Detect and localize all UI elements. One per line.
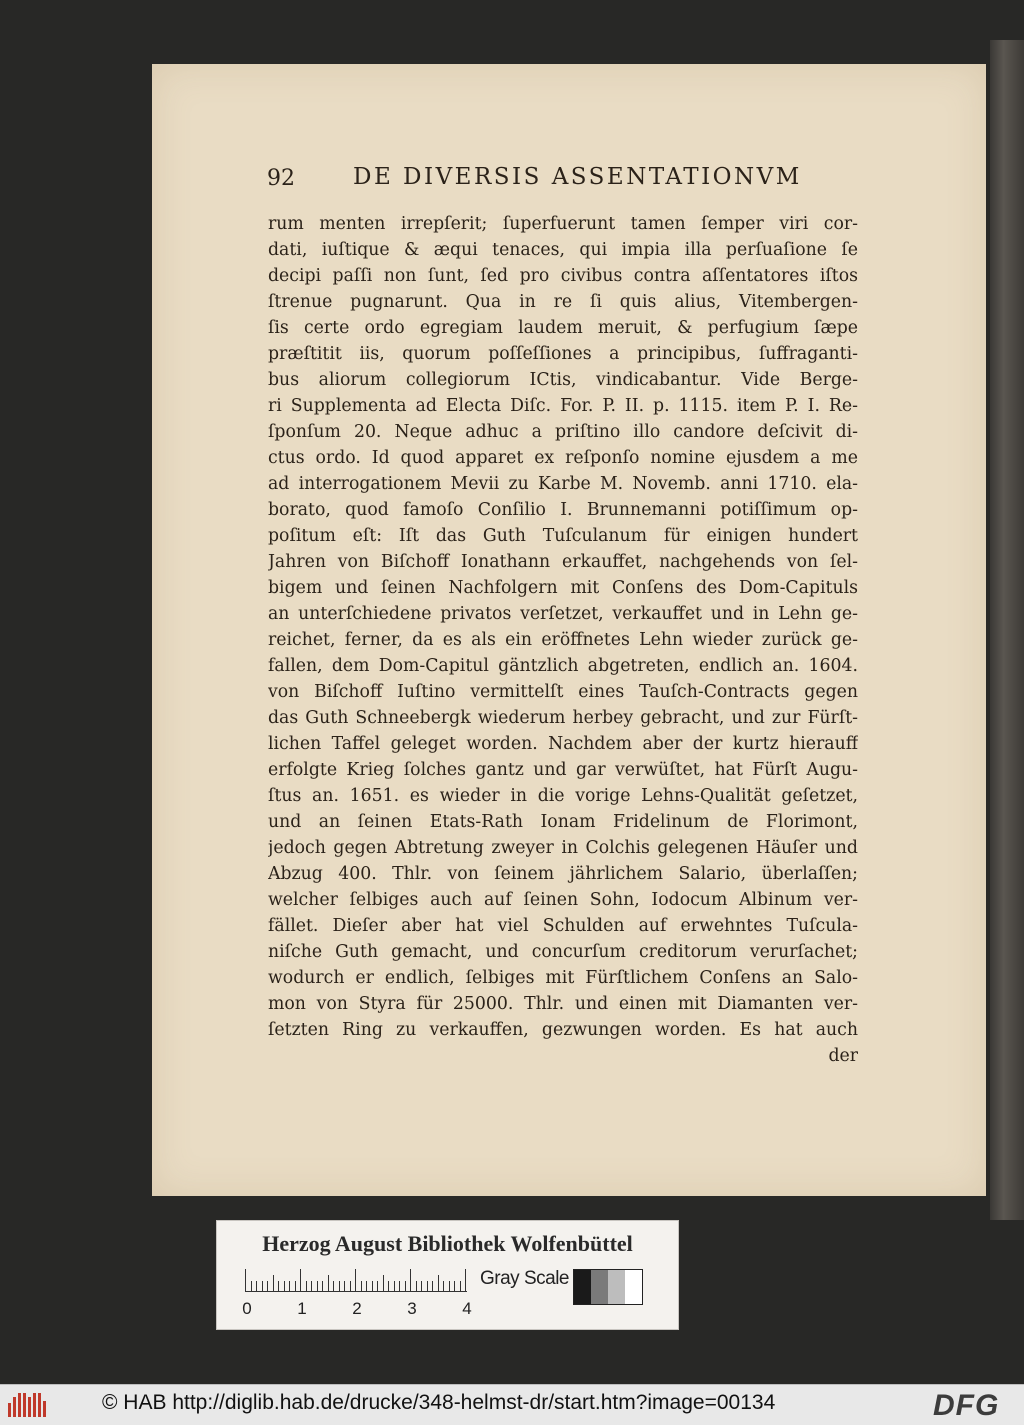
gray-swatch [591,1270,608,1304]
ruler-tick [416,1281,417,1291]
copyright-link[interactable]: © HAB http://diglib.hab.de/drucke/348-helmst-dr/start.htm?image=00134 [102,1391,776,1414]
ruler-tick [322,1281,323,1291]
ruler-number: 2 [352,1299,362,1318]
ruler-tick [306,1281,307,1291]
ruler-number: 1 [297,1299,307,1318]
page-body-text [268,211,858,1069]
logo-bar [13,1397,16,1417]
ruler-tick [421,1281,422,1291]
gray-swatch [608,1270,625,1304]
text-line: ri Supplementa ad Electa Diſc. For. P. II. p. 1115. item P. I. Re- [268,396,858,416]
ruler-tick [311,1281,312,1291]
ruler-tick [251,1281,252,1291]
ruler-number: 4 [462,1299,472,1318]
ruler-tick [344,1281,345,1291]
text-line: rum menten irrepſerit; ſuperfuerunt tamen ſemper viri cor- [268,214,858,234]
ruler-tick [328,1275,329,1291]
text-line: und an ſeinen Etats-Rath Ionam Fridelinum de Florimont, [268,812,858,832]
library-name: Herzog August Bibliothek Wolfenbüttel [262,1231,633,1256]
ruler-tick [256,1281,257,1291]
text-line: ſis certe ordo egregiam laudem meruit, & perfugium ſæpe [268,318,858,338]
ruler-numbers [239,1299,499,1319]
ruler-tick [366,1281,367,1291]
ruler-tick [410,1269,411,1291]
gray-scale-swatches [573,1269,643,1305]
ruler-tick [383,1275,384,1291]
dfg-logo[interactable]: DFG [933,1389,1000,1422]
ruler-tick [432,1281,433,1291]
ruler-tick [377,1281,378,1291]
ruler-tick [454,1281,455,1291]
text-line: Abzug 400. Thlr. von ſeinem jährlichem Salario, überlaſſen; [268,864,858,884]
running-head [267,162,807,198]
text-line: ſtrenue pugnarunt. Qua in re ſi quis alius, Vitembergen- [268,292,858,312]
ruler-number: 3 [407,1299,417,1318]
text-line: ad interrogationem Mevii zu Karbe M. Novemb. anni 1710. ela- [268,474,858,494]
gray-swatch [625,1270,642,1304]
logo-bar [28,1397,31,1417]
text-line: bigem und ſeinen Nachfolgern mit Conſens des Dom-Capituls [268,578,858,598]
ruler-tick [267,1281,268,1291]
ruler-tick [350,1281,351,1291]
viewer-footer [0,1384,1024,1425]
text-line: ſponſum 20. Neque adhuc a priſtino illo candore deſcivit di- [268,422,858,442]
text-line: der [828,1046,858,1066]
ruler-tick [394,1281,395,1291]
ruler-tick [245,1269,246,1291]
text-line: welcher ſelbiges auch auf ſeinen Sohn, Iodocum Albinum ver- [268,890,858,910]
hab-logo-icon[interactable] [8,1393,46,1417]
gray-swatch [574,1270,591,1304]
book-edge [990,40,1024,1220]
text-line: niſche Guth gemacht, und concurſum creditorum verurſachet; [268,942,858,962]
ruler-number: 0 [242,1299,252,1318]
text-line: lichen Taffel geleget worden. Nachdem aber der kurtz hierauff [268,734,858,754]
ruler-tick [460,1281,461,1291]
text-line: fallen, dem Dom-Capitul gäntzlich abgetreten, endlich an. 1604. [268,656,858,676]
text-line: erfolgte Krieg ſolches gantz und gar verwüſtet, hat Fürſt Augu- [268,760,858,780]
ruler-tick [399,1281,400,1291]
text-line: das Guth Schneebergk wiederum herbey gebracht, und zur Fürſt- [268,708,858,728]
text-line: borato, quod famoſo Conſilio I. Brunnemanni potiſſimum op- [268,500,858,520]
ruler-tick [355,1269,356,1291]
text-line: reichet, ferner, da es als ein eröffnetes Lehn wieder zurück ge- [268,630,858,650]
ruler-tick [465,1269,466,1291]
ruler-tick [427,1281,428,1291]
text-line: von Biſchoff Iuſtino vermittelſt eines Tauſch-Contracts gegen [268,682,858,702]
text-line: mon von Styra für 25000. Thlr. und einen mit Diamanten ver- [268,994,858,1014]
ruler-tick [317,1281,318,1291]
ruler-tick [372,1281,373,1291]
ruler-tick [443,1281,444,1291]
logo-bar [8,1403,11,1417]
logo-bar [18,1393,21,1417]
ruler-tick [273,1275,274,1291]
logo-bar [43,1401,46,1417]
library-color-plate [216,1220,679,1330]
text-line: poſitum eſt: Iſt das Guth Tuſculanum für einigen hundert [268,526,858,546]
ruler-tick [361,1281,362,1291]
scale-ruler [245,1269,467,1292]
ruler-tick [295,1281,296,1291]
ruler-tick [438,1275,439,1291]
ruler-tick [278,1281,279,1291]
ruler-tick [300,1269,301,1291]
text-line: jedoch gegen Abtretung zweyer in Colchis gelegenen Häuſer und [268,838,858,858]
text-line: ctus ordo. Id quod apparet ex reſponſo nomine ejusdem a me [268,448,858,468]
text-line: dati, iuſtique & æqui tenaces, qui impia illa perſuaſione ſe [268,240,858,260]
ruler-tick [284,1281,285,1291]
logo-bar [23,1393,26,1417]
text-line: præſtitit iis, quorum poſſeſſiones a principibus, ſuffraganti- [268,344,858,364]
text-line: ſetzten Ring zu verkauffen, gezwungen worden. Es hat auch [268,1020,858,1040]
gray-scale-label: Gray Scale [480,1268,569,1289]
logo-bar [33,1393,36,1417]
text-line: wodurch er endlich, ſelbiges mit Fürſtlichem Conſens an Salo- [268,968,858,988]
running-title: DE DIVERSIS ASSENTATIONVM [353,164,802,190]
text-line: fället. Dieſer aber hat viel Schulden auf erwehntes Tuſcula- [268,916,858,936]
text-line: decipi paſſi non ſunt, ſed pro civibus contra aſſentatores iſtos [268,266,858,286]
text-line: Jahren von Biſchoff Ionathann erkauffet, nachgehends von ſel- [268,552,858,572]
ruler-tick [449,1281,450,1291]
text-line: bus aliorum collegiorum ICtis, vindicabantur. Vide Berge- [268,370,858,390]
ruler-tick [388,1281,389,1291]
ruler-tick [262,1281,263,1291]
ruler-tick [339,1281,340,1291]
ruler-tick [289,1281,290,1291]
text-line: ſtus an. 1651. es wieder in die vorige Lehns-Qualität geſetzet, [268,786,858,806]
ruler-tick [333,1281,334,1291]
text-line: an unterſchiedene privatos verſetzet, verkauffet und in Lehn ge- [268,604,858,624]
ruler-tick [405,1281,406,1291]
page-number: 92 [267,166,295,191]
logo-bar [38,1393,41,1417]
